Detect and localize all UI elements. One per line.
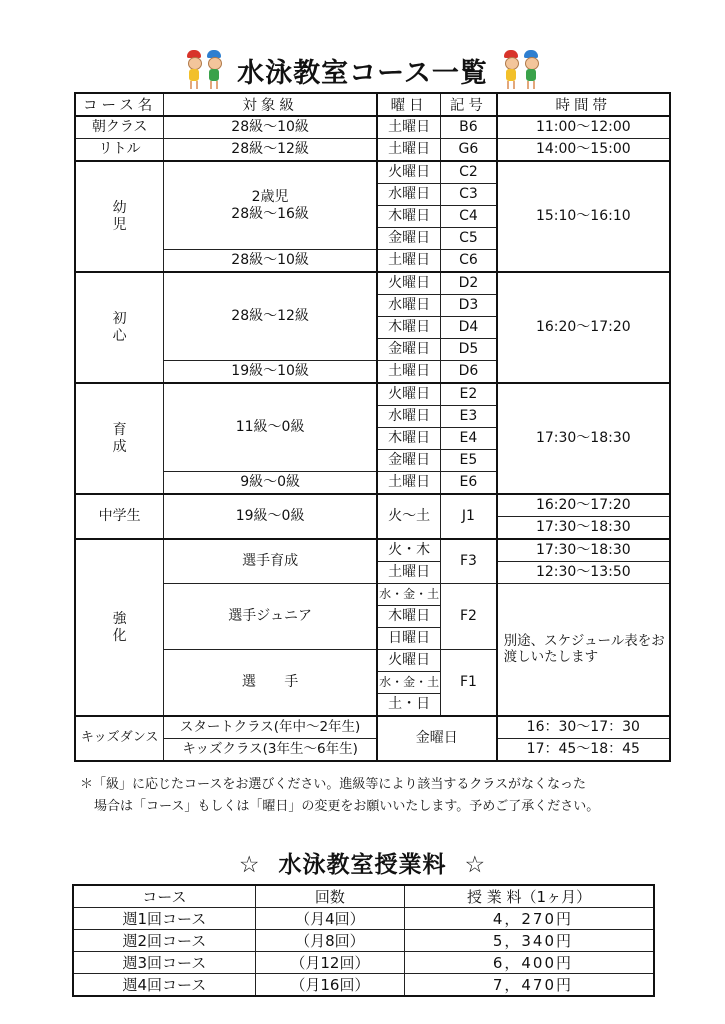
kid-swimmer-icon (185, 50, 203, 90)
table-row (73, 908, 654, 930)
level-cell: 19級～0級 (164, 494, 377, 539)
kid-swimmer-icon (502, 50, 520, 90)
code-cell: B6 (441, 116, 497, 139)
header-course: コース名 (75, 93, 164, 116)
day-cell: 木曜日 (377, 206, 441, 228)
code-cell: F1 (441, 650, 497, 717)
time-cell: 11:00～12:00 (497, 116, 670, 139)
table-row (75, 383, 670, 406)
course-yoji: 幼 児 (75, 161, 164, 272)
fee-course-cell: 週3回コース (73, 952, 255, 974)
table-row (75, 494, 670, 517)
code-cell: C2 (441, 161, 497, 184)
code-cell: D6 (441, 361, 497, 384)
page-title: 水泳教室コース一覧 (237, 57, 488, 89)
fee-count-cell: （月8回） (255, 930, 404, 952)
fee-count-cell: （月12回） (255, 952, 404, 974)
day-cell: 土曜日 (377, 116, 441, 139)
day-cell: 水・金・土 (377, 672, 441, 694)
fee-count-cell: （月4回） (255, 908, 404, 930)
day-cell: 土曜日 (377, 139, 441, 162)
fee-amount-cell: 7，470円 (405, 974, 654, 997)
time-cell: 15:10～16:10 (497, 161, 670, 272)
day-cell: 水曜日 (377, 406, 441, 428)
code-cell: D4 (441, 317, 497, 339)
header-level: 対象級 (164, 93, 377, 116)
code-cell: G6 (441, 139, 497, 162)
code-cell: E2 (441, 383, 497, 406)
day-cell: 火曜日 (377, 383, 441, 406)
swimmer-kids-illustration-left (185, 50, 223, 90)
table-header-row (73, 885, 654, 908)
course-ikusei: 育 成 (75, 383, 164, 494)
table-row (75, 739, 670, 762)
star-icon: ☆ (238, 852, 261, 878)
header-fee: 授 業 料（1ヶ月） (405, 885, 654, 908)
table-row (75, 584, 670, 606)
code-cell: E3 (441, 406, 497, 428)
code-cell: C4 (441, 206, 497, 228)
course-chugaku: 中学生 (75, 494, 164, 539)
header-course: コース (73, 885, 255, 908)
day-cell: 土曜日 (377, 562, 441, 584)
code-cell: C5 (441, 228, 497, 250)
level-cell: 28級～12級 (164, 272, 377, 361)
table-row (75, 139, 670, 162)
code-cell: C6 (441, 250, 497, 273)
table-row (73, 974, 654, 997)
fee-course-cell: 週1回コース (73, 908, 255, 930)
day-cell: 土曜日 (377, 472, 441, 495)
day-cell: 土曜日 (377, 250, 441, 273)
fee-count-cell: （月16回） (255, 974, 404, 997)
time-cell: 17:30～18:30 (497, 383, 670, 494)
level-cell: 28級～10級 (164, 116, 377, 139)
level-cell: 19級～10級 (164, 361, 377, 384)
course-shoshin: 初 心 (75, 272, 164, 383)
day-cell: 木曜日 (377, 428, 441, 450)
level-cell: キッズクラス(3年生～6年生) (164, 739, 377, 762)
time-cell: 14:00～15:00 (497, 139, 670, 162)
fee-amount-cell: 6，400円 (405, 952, 654, 974)
header-code: 記号 (441, 93, 497, 116)
day-cell: 火・木 (377, 539, 441, 562)
table-row (75, 716, 670, 739)
day-cell: 火曜日 (377, 161, 441, 184)
star-icon: ☆ (464, 852, 487, 878)
code-cell: D5 (441, 339, 497, 361)
course-dance: キッズダンス (75, 716, 164, 761)
level-cell: 選手ジュニア (164, 584, 377, 650)
course-little: リトル (75, 139, 164, 162)
day-cell: 火～土 (377, 494, 441, 539)
time-cell: 12:30～13:50 (497, 562, 670, 584)
day-cell: 木曜日 (377, 317, 441, 339)
code-cell: D2 (441, 272, 497, 295)
fee-amount-cell: 4，270円 (405, 908, 654, 930)
day-cell: 木曜日 (377, 606, 441, 628)
day-cell: 土・日 (377, 694, 441, 717)
day-cell: 金曜日 (377, 228, 441, 250)
code-cell: F2 (441, 584, 497, 650)
course-asa: 朝クラス (75, 116, 164, 139)
code-cell: C3 (441, 184, 497, 206)
time-cell: 16：30～17：30 (497, 716, 670, 739)
time-cell: 16:20～17:20 (497, 494, 670, 517)
kid-swimmer-icon (522, 50, 540, 90)
page-header (0, 48, 725, 92)
level-cell: 28級～12級 (164, 139, 377, 162)
code-cell: E5 (441, 450, 497, 472)
table-row (73, 930, 654, 952)
fee-course-cell: 週2回コース (73, 930, 255, 952)
code-cell: J1 (441, 494, 497, 539)
day-cell: 水・金・土 (377, 584, 441, 606)
fees-title (0, 846, 725, 879)
fees-table (72, 884, 655, 997)
day-cell: 金曜日 (377, 450, 441, 472)
day-cell: 火曜日 (377, 650, 441, 672)
time-cell: 17：45～18：45 (497, 739, 670, 762)
table-row (73, 952, 654, 974)
fee-course-cell: 週4回コース (73, 974, 255, 997)
code-cell: E6 (441, 472, 497, 495)
header-count: 回数 (255, 885, 404, 908)
header-day: 曜日 (377, 93, 441, 116)
day-cell: 土曜日 (377, 361, 441, 384)
level-cell: 選手育成 (164, 539, 377, 584)
day-cell: 火曜日 (377, 272, 441, 295)
schedule-note-cell: 別途、スケジュール表をお渡しいたします (497, 584, 670, 717)
table-row (75, 116, 670, 139)
note-line: ＊「級」に応じたコースをお選びください。進級等により該当するクラスがなくなった (80, 777, 586, 792)
level-cell: スタートクラス(年中～2年生) (164, 716, 377, 739)
note-line: 場合は「コース」もしくは「曜日」の変更をお願いいたします。予めご了承ください。 (94, 799, 600, 814)
table-row (75, 161, 670, 184)
kid-swimmer-icon (205, 50, 223, 90)
course-kyoka: 強 化 (75, 539, 164, 716)
level-cell: 選 手 (164, 650, 377, 717)
day-cell: 水曜日 (377, 184, 441, 206)
day-cell: 金曜日 (377, 339, 441, 361)
code-cell: D3 (441, 295, 497, 317)
level-cell: 9級～0級 (164, 472, 377, 495)
day-cell: 日曜日 (377, 628, 441, 650)
time-cell: 17:30～18:30 (497, 517, 670, 540)
level-cell: 2歳児 28級～16級 (164, 161, 377, 250)
swimmer-kids-illustration-right (502, 50, 540, 90)
code-cell: E4 (441, 428, 497, 450)
fee-amount-cell: 5，340円 (405, 930, 654, 952)
code-cell: F3 (441, 539, 497, 584)
level-cell: 11級～0級 (164, 383, 377, 472)
table-header-row (75, 93, 670, 116)
day-cell: 金曜日 (377, 716, 497, 761)
header-time: 時間帯 (497, 93, 670, 116)
time-cell: 17:30～18:30 (497, 539, 670, 562)
level-cell: 28級～10級 (164, 250, 377, 273)
table-row (75, 272, 670, 295)
fees-title-text: 水泳教室授業料 (278, 852, 447, 878)
course-schedule-table (74, 92, 671, 762)
table-row (75, 539, 670, 562)
day-cell: 水曜日 (377, 295, 441, 317)
time-cell: 16:20～17:20 (497, 272, 670, 383)
